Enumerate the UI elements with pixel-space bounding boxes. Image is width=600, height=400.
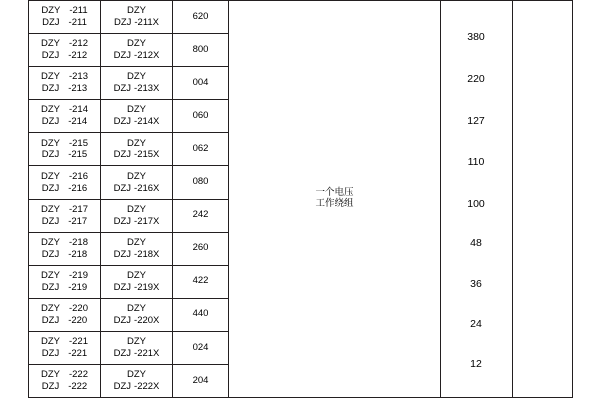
voltage-value: 220: [467, 73, 485, 85]
model-b-bot-prefix: DZJ: [113, 215, 132, 227]
model-b-bot-prefix: DZJ: [113, 116, 132, 128]
model-a-top-prefix: DZY: [40, 170, 60, 182]
model-a-bot-suffix: -211: [68, 17, 87, 29]
cell-code: 204: [173, 365, 229, 398]
model-b-top-prefix: DZY: [127, 38, 146, 50]
cell-model-b: [101, 265, 173, 298]
model-a-bot-prefix: DZJ: [42, 17, 60, 29]
model-a-top-suffix: -216: [68, 170, 88, 182]
cell-model-a: [29, 133, 101, 166]
model-a-bot-prefix: DZJ: [41, 149, 60, 161]
model-b-top-prefix: DZY: [127, 369, 146, 381]
voltage-value: 36: [470, 278, 482, 290]
model-b-bot-suffix: -212X: [134, 50, 160, 62]
model-a-top-suffix: -220: [68, 303, 88, 315]
model-b-bot-suffix: -213X: [134, 83, 160, 95]
model-a-bot-prefix: DZJ: [41, 83, 60, 95]
cell-model-b: [101, 1, 173, 34]
model-a-bot-suffix: -217: [68, 215, 88, 227]
model-b-top-prefix: DZY: [127, 137, 146, 149]
cell-model-b: [101, 331, 173, 364]
model-a-bot-prefix: DZJ: [41, 182, 60, 194]
cell-model-a: [29, 265, 101, 298]
voltage-value: 100: [467, 198, 485, 210]
cell-model-a: [29, 67, 101, 100]
cell-model-b: [101, 298, 173, 331]
model-a-bot-prefix: DZJ: [41, 248, 60, 260]
cell-code: 620: [173, 1, 229, 34]
model-a-top-prefix: DZY: [40, 336, 60, 348]
model-a-bot-prefix: DZJ: [41, 50, 60, 62]
model-b-bot-prefix: DZJ: [113, 149, 132, 161]
model-b-top-prefix: DZY: [127, 303, 146, 315]
cell-code: 060: [173, 100, 229, 133]
cell-model-b: [101, 199, 173, 232]
cell-model-a: [29, 34, 101, 67]
model-a-bot-prefix: DZJ: [41, 381, 60, 393]
model-a-top-suffix: -211: [69, 5, 88, 17]
model-a-top-prefix: DZY: [40, 104, 60, 116]
model-a-bot-prefix: DZJ: [41, 314, 60, 326]
winding-line-2: 工作绕组: [315, 198, 354, 210]
voltage-value: 12: [470, 358, 482, 370]
cell-voltage-column: [441, 1, 513, 398]
model-b-top-prefix: DZY: [127, 203, 146, 215]
model-a-top-suffix: -212: [68, 38, 88, 50]
cell-code: 800: [173, 34, 229, 67]
model-a-top-prefix: DZY: [41, 5, 61, 17]
model-a-bot-suffix: -216: [68, 182, 88, 194]
model-a-top-suffix: -217: [68, 203, 88, 215]
cell-model-b: [101, 166, 173, 199]
cell-model-a: [29, 100, 101, 133]
cell-code: 062: [173, 133, 229, 166]
model-b-bot-prefix: DZJ: [113, 314, 132, 326]
voltage-value: 127: [467, 115, 485, 127]
cell-model-b: [101, 34, 173, 67]
model-b-top-prefix: DZY: [127, 336, 146, 348]
model-a-top-suffix: -218: [68, 236, 88, 248]
model-a-top-suffix: -213: [68, 71, 88, 83]
model-b-bot-prefix: DZJ: [113, 381, 132, 393]
cell-code: 004: [173, 67, 229, 100]
model-b-bot-suffix: -215X: [134, 149, 160, 161]
table-row: [29, 1, 573, 34]
voltage-value: 24: [470, 318, 482, 330]
model-b-bot-prefix: DZJ: [113, 182, 132, 194]
cell-model-a: [29, 232, 101, 265]
model-a-bot-prefix: DZJ: [41, 215, 60, 227]
model-b-top-prefix: DZY: [127, 104, 146, 116]
model-b-top-prefix: DZY: [127, 269, 146, 281]
cell-model-a: [29, 365, 101, 398]
cell-model-a: [29, 298, 101, 331]
cell-code: 422: [173, 265, 229, 298]
model-b-bot-prefix: DZJ: [113, 83, 132, 95]
model-a-top-prefix: DZY: [40, 38, 60, 50]
cell-code: 242: [173, 199, 229, 232]
model-b-bot-suffix: -219X: [134, 281, 160, 293]
voltage-value: 48: [470, 237, 482, 249]
model-b-top-prefix: DZY: [127, 71, 146, 83]
model-a-bot-suffix: -221: [68, 347, 88, 359]
cell-model-b: [101, 100, 173, 133]
cell-model-b: [101, 133, 173, 166]
model-a-top-prefix: DZY: [40, 71, 60, 83]
model-a-top-prefix: DZY: [40, 369, 60, 381]
model-a-bot-suffix: -213: [68, 83, 88, 95]
cell-code: 080: [173, 166, 229, 199]
model-b-bot-prefix: DZJ: [113, 281, 132, 293]
model-a-bot-suffix: -214: [68, 116, 88, 128]
model-a-top-suffix: -221: [68, 336, 88, 348]
cell-code: 260: [173, 232, 229, 265]
model-a-bot-suffix: -222: [68, 381, 88, 393]
model-a-top-prefix: DZY: [40, 269, 60, 281]
model-b-bot-suffix: -222X: [134, 381, 160, 393]
model-b-bot-suffix: -221X: [134, 347, 160, 359]
model-a-bot-prefix: DZJ: [41, 347, 60, 359]
model-a-top-prefix: DZY: [40, 303, 60, 315]
model-a-top-prefix: DZY: [40, 137, 60, 149]
model-b-bot-suffix: -211X: [134, 17, 160, 29]
cell-code: 024: [173, 331, 229, 364]
cell-winding-description: [229, 1, 441, 398]
model-a-bot-suffix: -218: [68, 248, 88, 260]
model-b-bot-prefix: DZJ: [113, 248, 132, 260]
cell-model-b: [101, 232, 173, 265]
model-b-bot-suffix: -220X: [134, 314, 160, 326]
model-a-top-prefix: DZY: [40, 236, 60, 248]
model-b-bot-suffix: -217X: [134, 215, 160, 227]
model-a-top-suffix: -214: [68, 104, 88, 116]
model-b-bot-suffix: -214X: [134, 116, 160, 128]
model-b-bot-prefix: DZJ: [113, 50, 132, 62]
model-a-bot-suffix: -219: [68, 281, 88, 293]
model-b-top-prefix: DZY: [127, 5, 146, 17]
model-a-top-suffix: -215: [68, 137, 88, 149]
model-a-bot-suffix: -220: [68, 314, 88, 326]
cell-model-a: [29, 166, 101, 199]
model-a-top-suffix: -219: [68, 269, 88, 281]
cell-spare-column: [513, 1, 573, 398]
model-a-bot-prefix: DZJ: [41, 116, 60, 128]
cell-model-a: [29, 1, 101, 34]
model-a-bot-suffix: -215: [68, 149, 88, 161]
spec-table-body: [29, 1, 573, 398]
model-a-top-suffix: -222: [68, 369, 88, 381]
model-b-top-prefix: DZY: [127, 170, 146, 182]
model-a-top-prefix: DZY: [40, 203, 60, 215]
model-b-top-prefix: DZY: [127, 236, 146, 248]
voltage-value: 380: [467, 31, 485, 43]
model-b-bot-prefix: DZJ: [113, 347, 132, 359]
cell-model-b: [101, 365, 173, 398]
model-b-bot-suffix: -216X: [134, 182, 160, 194]
model-a-bot-prefix: DZJ: [41, 281, 60, 293]
winding-line-1: 一个电压: [315, 187, 354, 199]
spec-table-wrapper: [28, 0, 572, 400]
cell-model-a: [29, 199, 101, 232]
voltage-value: 110: [467, 156, 485, 168]
model-a-bot-suffix: -212: [68, 50, 88, 62]
cell-model-b: [101, 67, 173, 100]
model-b-bot-prefix: DZJ: [113, 17, 132, 29]
cell-code: 440: [173, 298, 229, 331]
cell-model-a: [29, 331, 101, 364]
model-b-bot-suffix: -218X: [134, 248, 160, 260]
spec-table: [28, 0, 573, 398]
